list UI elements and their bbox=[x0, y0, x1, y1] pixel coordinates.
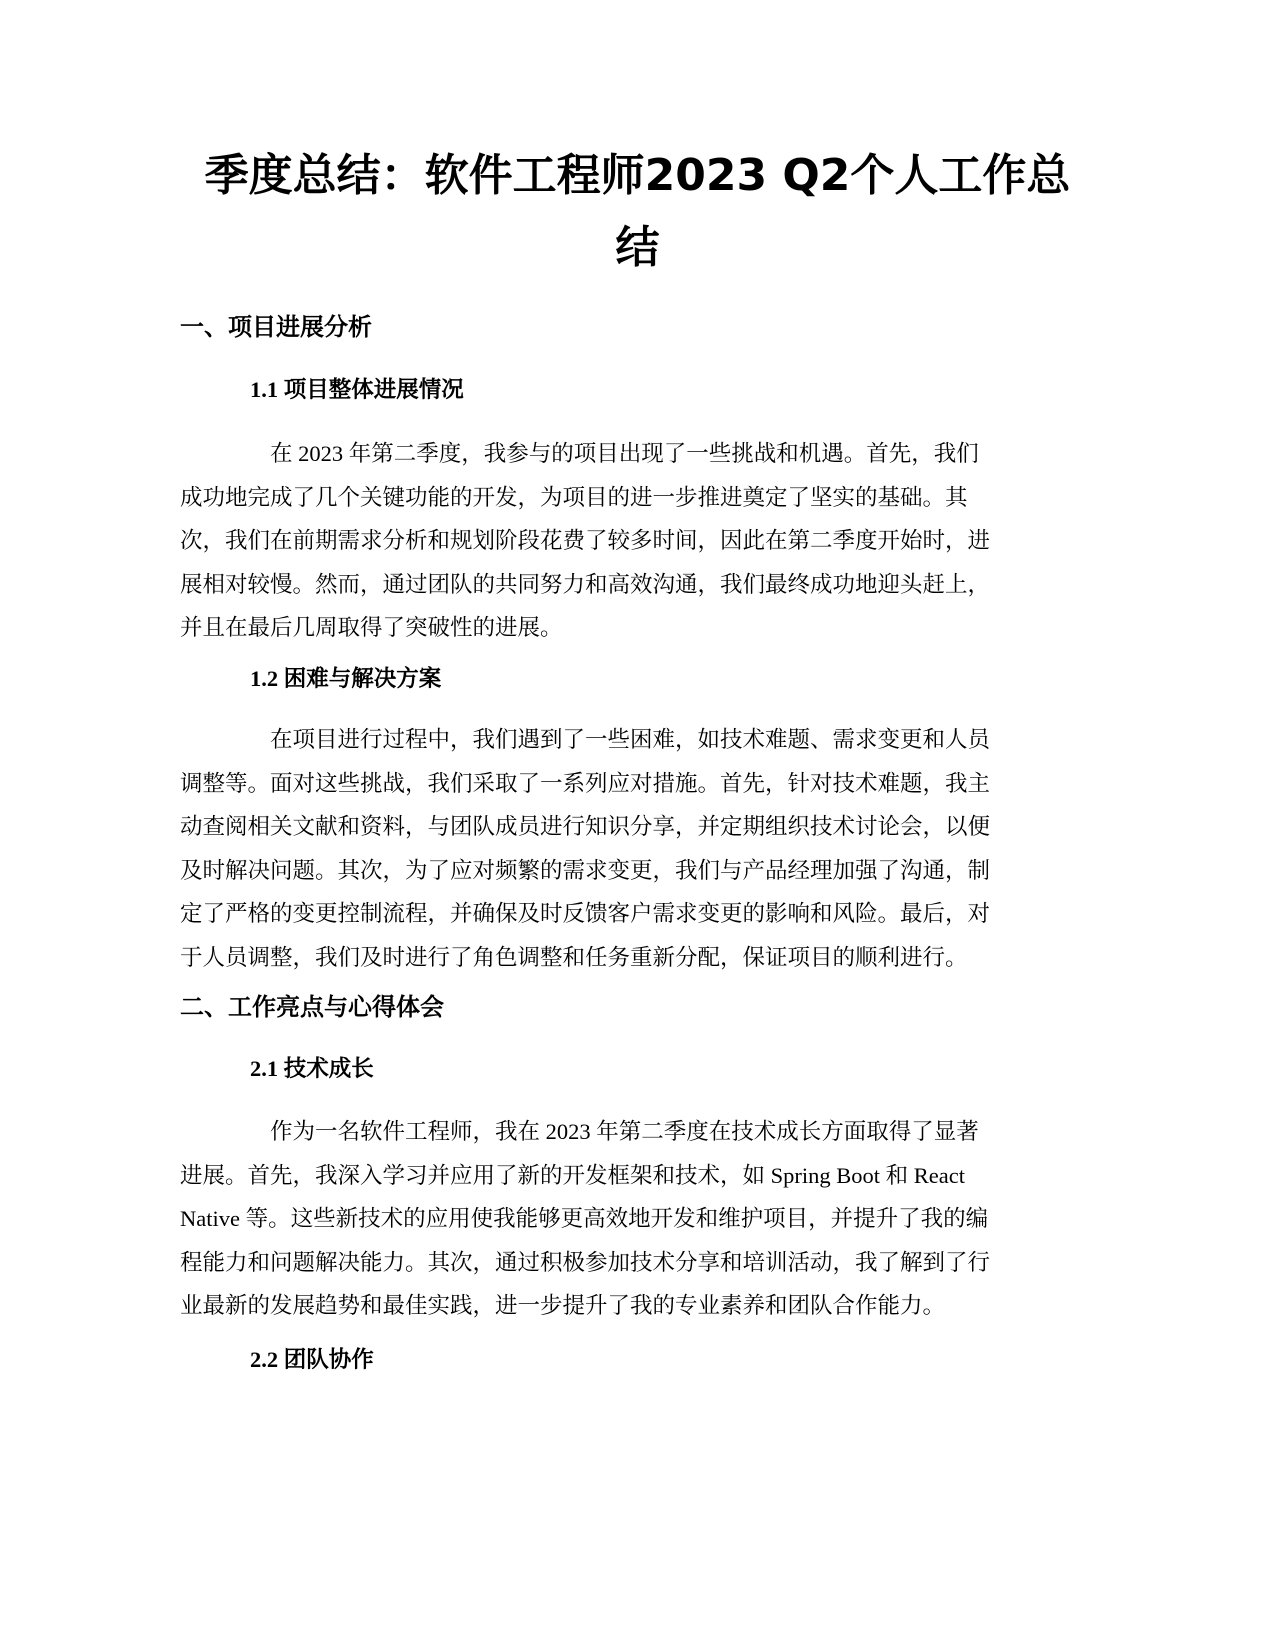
subsection-heading: 1.1 项目整体进展情况 bbox=[250, 377, 464, 402]
paragraph bbox=[180, 1110, 1040, 1328]
paragraph bbox=[180, 718, 1040, 979]
paragraph-line: 作为一名软件工程师，我在 2023 年第二季度在技术成长方面取得了显著 bbox=[270, 1119, 979, 1144]
title-line: 季度总结：软件工程师2023 Q2个人工作总 bbox=[204, 150, 1071, 201]
subsection-heading: 1.2 困难与解决方案 bbox=[250, 666, 442, 691]
paragraph-line: 定了严格的变更控制流程，并确保及时反馈客户需求变更的影响和风险。最后，对 bbox=[180, 901, 991, 926]
document-title bbox=[180, 140, 1095, 284]
paragraph-line: 在项目进行过程中，我们遇到了一些困难，如技术难题、需求变更和人员 bbox=[270, 727, 991, 752]
paragraph bbox=[180, 432, 1040, 650]
paragraph-line: 并且在最后几周取得了突破性的进展。 bbox=[180, 615, 563, 640]
paragraph-line: 程能力和问题解决能力。其次，通过积极参加技术分享和培训活动，我了解到了行 bbox=[180, 1249, 991, 1275]
paragraph-line: 展相对较慢。然而，通过团队的共同努力和高效沟通，我们最终成功地迎头赶上， bbox=[180, 571, 991, 597]
section-heading: 二、工作亮点与心得体会 bbox=[180, 993, 444, 1021]
paragraph-line: 业最新的发展趋势和最佳实践，进一步提升了我的专业素养和团队合作能力。 bbox=[180, 1293, 946, 1318]
paragraph-line: 次，我们在前期需求分析和规划阶段花费了较多时间，因此在第二季度开始时，进 bbox=[180, 528, 991, 553]
paragraph-line: Native 等。这些新技术的应用使我能够更高效地开发和维护项目，并提升了我的编 bbox=[180, 1206, 989, 1231]
paragraph-line: 于人员调整，我们及时进行了角色调整和任务重新分配，保证项目的顺利进行。 bbox=[180, 944, 968, 970]
paragraph-line: 进展。首先，我深入学习并应用了新的开发框架和技术，如 Spring Boot 和 React bbox=[180, 1162, 965, 1188]
section-heading: 一、项目进展分析 bbox=[180, 313, 372, 341]
paragraph-line: 在 2023 年第二季度，我参与的项目出现了一些挑战和机遇。首先，我们 bbox=[270, 441, 979, 466]
subsection-heading: 2.2 团队协作 bbox=[250, 1347, 374, 1372]
paragraph-line: 及时解决问题。其次，为了应对频繁的需求变更，我们与产品经理加强了沟通，制 bbox=[180, 857, 991, 883]
title-line: 结 bbox=[615, 222, 660, 273]
paragraph-line: 调整等。面对这些挑战，我们采取了一系列应对措施。首先，针对技术难题，我主 bbox=[180, 770, 991, 796]
paragraph-line: 动查阅相关文献和资料，与团队成员进行知识分享，并定期组织技术讨论会，以便 bbox=[180, 814, 991, 839]
subsection-heading: 2.1 技术成长 bbox=[250, 1056, 374, 1081]
paragraph-line: 成功地完成了几个关键功能的开发，为项目的进一步推进奠定了坚实的基础。其 bbox=[180, 484, 968, 510]
